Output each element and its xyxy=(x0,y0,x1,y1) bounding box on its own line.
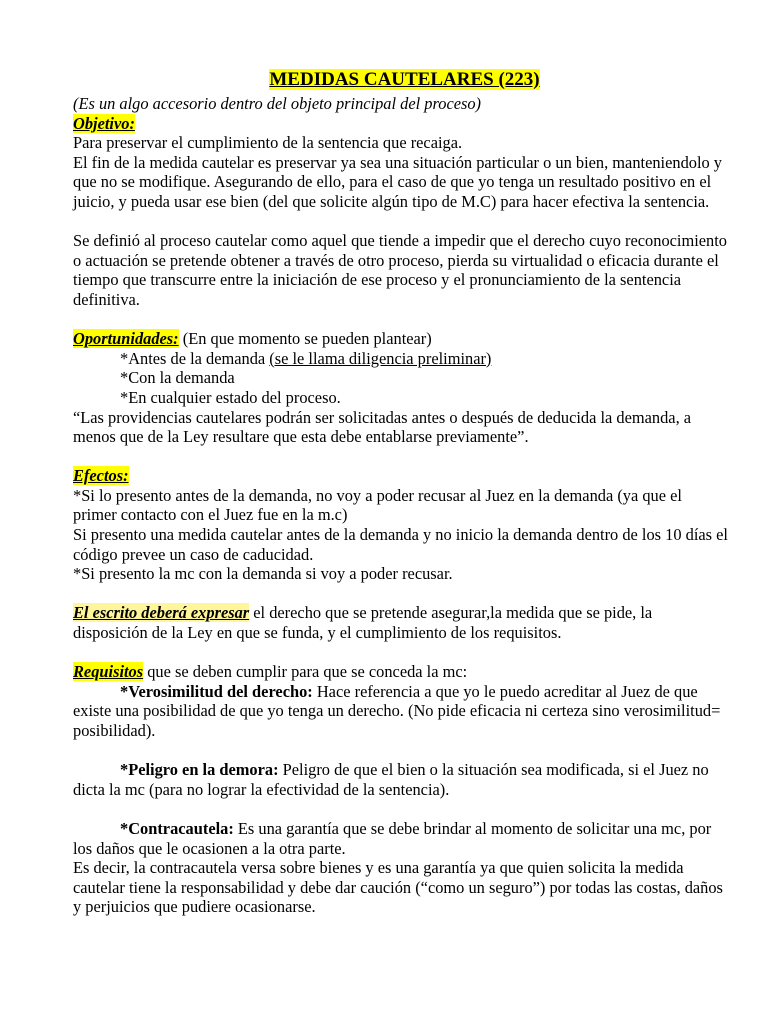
definicion-paragraph: Se definió al proceso cautelar como aquel que tiende a impedir que el derecho cuyo reconocimiento o actuación se pretende obtener a través de otro proceso, pierda su virtualidad o eficacia durante el tiempo que transcurre entre la iniciación de ese proceso y el pronunciamiento de la sentencia definitiva. xyxy=(73,231,727,309)
spacer xyxy=(73,310,728,330)
document-subtitle: (Es un algo accesorio dentro del objeto principal del proceso) xyxy=(73,94,482,113)
escrito-paragraph: El escrito deberá expresar el derecho que se pretende asegurar,la medida que se pide, la disposición de la Ley en que se funda, y el cumplimiento de los requisitos. xyxy=(73,603,653,643)
requisito-verosimilitud: *Verosimilitud del derecho: Hace referencia a que yo le puedo acreditar al Juez de que existe una posibilidad de que yo tenga un derecho. (No pide eficacia ni certeza sino verosimilitud= posibilidad). xyxy=(73,681,721,740)
requisito-peligro: *Peligro en la demora: Peligro de que el bien o la situación sea modificada, si el Juez no dicta la mc (para no lograr la efectividad de la sentencia). xyxy=(73,760,709,799)
objetivo-heading-line xyxy=(73,114,728,134)
oportunidades-item-2: *Con la demanda xyxy=(120,368,235,388)
spacer xyxy=(73,799,728,819)
spacer xyxy=(73,212,728,232)
spacer xyxy=(73,447,728,467)
escrito-heading: El escrito deberá expresar xyxy=(73,603,250,623)
spacer xyxy=(73,741,728,761)
objetivo-heading: Objetivo: xyxy=(73,113,135,133)
efectos-paragraph-1: *Si lo presento antes de la demanda, no voy a poder recusar al Juez en la demanda (ya que el primer contacto con el Juez fue en la m.c) xyxy=(73,485,682,525)
objetivo-paragraph: El fin de la medida cautelar es preservar ya sea una situación particular o un bien, manteniendolo y que no se modifique. Asegurando de ello, para el caso de que yo tenga un resultado positivo en el juicio, y pueda usar ese bien (del que solicite algún tipo de M.C) para hacer efectiva la sentencia. xyxy=(73,152,722,211)
document-title: MEDIDAS CAUTELARES (223) xyxy=(269,69,540,90)
spacer xyxy=(73,584,728,604)
efectos-paragraph-3: *Si presento la mc con la demanda si voy a poder recusar. xyxy=(73,564,453,584)
oportunidades-intro: (En que momento se pueden plantear) xyxy=(182,329,432,349)
spacer xyxy=(73,643,728,663)
requisito-contracautela: *Contracautela: Es una garantía que se debe brindar al momento de solicitar una mc, por los daños que le ocasionen a la otra parte. xyxy=(73,818,712,858)
efectos-heading-line xyxy=(73,466,728,486)
efectos-paragraph-2: Si presento una medida cautelar antes de la demanda y no inicio la demanda dentro de los 10 días el código prevee un caso de caducidad. xyxy=(73,525,728,564)
oportunidades-item-3: *En cualquier estado del proceso. xyxy=(120,387,341,407)
objetivo-line1: Para preservar el cumplimiento de la sentencia que recaiga. xyxy=(73,133,463,153)
contracautela-paragraph-2: Es decir, la contracautela versa sobre bienes y es una garantía ya que quien solicita la medida cautelar tiene la responsabilidad y debe dar caución (“como un seguro”) por todas las costas, daños y perjuicios que pudiere ocasionarse. xyxy=(73,858,723,917)
requisitos-heading: Requisitos xyxy=(73,662,144,682)
efectos-heading: Efectos: xyxy=(73,466,129,486)
oportunidades-heading-line xyxy=(73,329,728,349)
oportunidades-item-1: *Antes de la demanda (se le llama diligencia preliminar) xyxy=(120,348,492,368)
oportunidades-quote: “Las providencias cautelares podrán ser solicitadas antes o después de deducida la demanda, a menos que de la Ley resultare que esta debe entablarse previamente”. xyxy=(73,407,692,447)
oportunidades-heading: Oportunidades: xyxy=(73,329,179,349)
requisitos-heading-line: Requisitos que se deben cumplir para que se conceda la mc: xyxy=(73,662,468,682)
